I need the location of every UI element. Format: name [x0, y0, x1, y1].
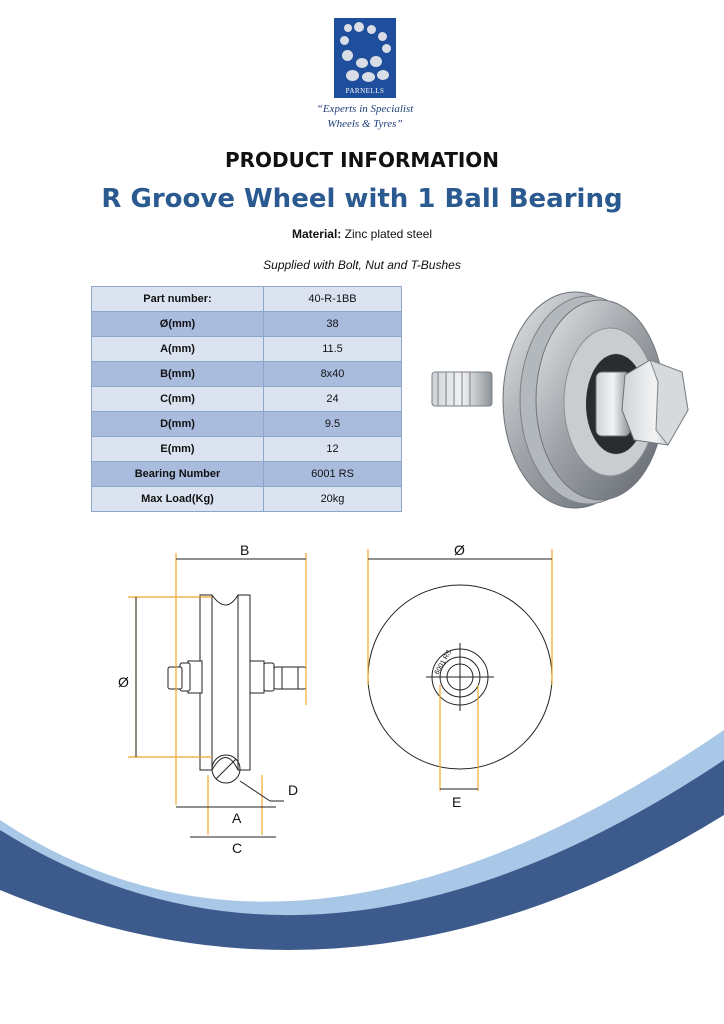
spec-label: D(mm)	[92, 412, 264, 437]
logo-dot	[362, 72, 375, 82]
spec-label: Max Load(Kg)	[92, 487, 264, 512]
spec-label: Bearing Number	[92, 462, 264, 487]
company-logo	[334, 18, 396, 98]
footer-waves	[0, 720, 724, 1024]
logo-dot	[356, 58, 368, 68]
dim-label-e: E	[452, 794, 462, 810]
spec-value: 38	[264, 312, 402, 337]
logo-dot	[354, 22, 364, 32]
dim-label-diameter-front: Ø	[454, 542, 465, 558]
tagline-line: “Experts in Specialist	[316, 103, 414, 115]
table-row	[92, 437, 402, 462]
spec-label: E(mm)	[92, 437, 264, 462]
table-row	[92, 287, 402, 312]
dim-label-a: A	[232, 810, 242, 826]
table-row	[92, 337, 402, 362]
spec-value: 20kg	[264, 487, 402, 512]
bearing-stamp: 6001 RS	[433, 648, 454, 676]
spec-label: B(mm)	[92, 362, 264, 387]
table-row	[92, 312, 402, 337]
logo-dot	[370, 56, 382, 67]
table-row	[92, 387, 402, 412]
product-title: R Groove Wheel with 1 Ball Bearing	[101, 184, 623, 214]
supplied-note: Supplied with Bolt, Nut and T-Bushes	[263, 258, 461, 272]
page-heading: PRODUCT INFORMATION	[224, 148, 500, 172]
logo-dot	[340, 36, 349, 45]
tagline-line: Wheels & Tyres”	[327, 118, 403, 130]
spec-value: 8x40	[264, 362, 402, 387]
spec-value: 6001 RS	[264, 462, 402, 487]
logo-dot	[367, 25, 376, 34]
spec-value: 24	[264, 387, 402, 412]
table-row	[92, 462, 402, 487]
table-row	[92, 412, 402, 437]
logo-tagline	[300, 102, 430, 132]
spec-label: C(mm)	[92, 387, 264, 412]
spec-table	[91, 286, 402, 512]
dim-label-d: D	[288, 782, 299, 798]
dim-label-b: B	[240, 542, 250, 558]
material-value: Zinc plated steel	[341, 227, 433, 241]
product-photo	[420, 280, 720, 530]
logo-dot	[378, 32, 387, 41]
table-row	[92, 487, 402, 512]
material-line	[0, 227, 724, 241]
logo-dot	[346, 70, 359, 81]
material-label: Material:	[291, 227, 342, 241]
spec-label: A(mm)	[92, 337, 264, 362]
spec-label: Part number:	[92, 287, 264, 312]
logo-dot	[377, 70, 389, 80]
logo-dot	[342, 50, 353, 61]
table-row	[92, 362, 402, 387]
spec-value: 40-R-1BB	[264, 287, 402, 312]
logo-dot	[382, 44, 391, 53]
spec-value: 12	[264, 437, 402, 462]
spec-value: 11.5	[264, 337, 402, 362]
logo-name: PARNELLS	[345, 87, 385, 95]
spec-label: Ø(mm)	[92, 312, 264, 337]
logo-dot	[344, 24, 352, 32]
dim-label-diameter-side: Ø	[118, 674, 129, 690]
dim-label-c: C	[232, 840, 243, 856]
spec-value: 9.5	[264, 412, 402, 437]
